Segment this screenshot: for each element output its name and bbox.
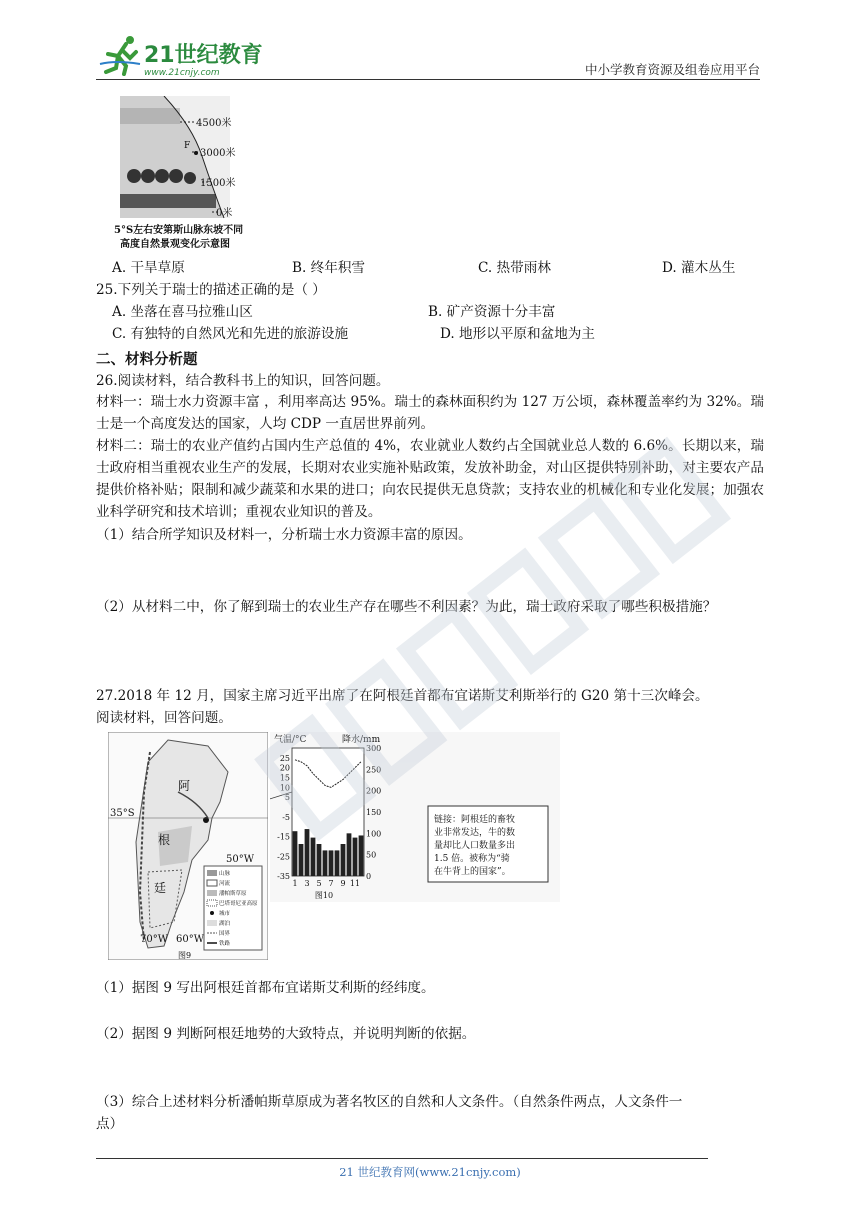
precip-bar [359,835,364,876]
q27-stem-line1: 27.2018 年 12 月，国家主席习近平出席了在阿根廷首都布宜诺斯艾利斯举行的 G20 第十三次峰会。 [96,688,709,704]
temp-tick-label: 10 [279,783,290,793]
temp-tick-label: 15 [279,773,290,783]
precip-tick-label: 200 [366,786,382,796]
svg-text:50°W: 50°W [226,854,255,865]
svg-text:高度自然景观变化示意图: 高度自然景观变化示意图 [120,239,230,250]
q27-subquestion-2: （2）据图 9 判断阿根廷地势的大致特点，并说明判断的依据。 [96,1026,476,1042]
q27-subquestion-3-line1: （3）综合上述材料分析潘帕斯草原成为著名牧区的自然和人文条件。（自然条件两点，人文条件一 [96,1094,683,1110]
svg-text:链接：阿根廷的畜牧: 链接：阿根廷的畜牧 [434,815,516,825]
page-header [96,30,760,80]
section-title-material-analysis: 二、材料分析题 [96,352,198,368]
q27-subquestion-1: （1）据图 9 写出阿根廷首都布宜诺斯艾利斯的经纬度。 [96,980,435,996]
q26-stem: 26.阅读材料，结合教科书上的知识，回答问题。 [96,373,390,389]
month-tick-label: 5 [316,879,322,888]
svg-text:图9: 图9 [178,951,192,960]
climate-chart-figure [270,732,560,902]
q25-option-a[interactable]: A. 坐落在喜马拉雅山区 [112,304,253,320]
svg-text:1500米: 1500米 [200,178,236,189]
precip-bar [293,831,298,876]
svg-text:降水/mm: 降水/mm [342,735,381,745]
svg-text:山脉: 山脉 [219,871,231,877]
footer-divider [96,1158,708,1159]
svg-text:巴塔哥尼亚高原: 巴塔哥尼亚高原 [219,901,258,907]
header-divider [96,79,760,80]
q24-option-c[interactable]: C. 热带雨林 [478,260,551,276]
q27-subquestion-3-line2: 点） [96,1116,124,1132]
svg-text:www.21cnjy.com: www.21cnjy.com [144,68,220,78]
precip-bar [311,838,316,876]
argentina-map-figure [108,732,268,960]
precip-bar [347,833,352,876]
footer-text: 21 世纪教育网(www.21cnjy.com) [339,1165,521,1179]
svg-text:35°S: 35°S [110,808,135,819]
precip-bar [341,844,346,876]
svg-text:城市: 城市 [219,911,231,917]
temp-tick-label: -5 [282,812,290,822]
rainforest-band [120,194,216,208]
svg-text:量却比人口数量多出: 量却比人口数量多出 [434,841,516,851]
svg-text:国界: 国界 [219,931,231,937]
q26-subquestion-1: （1）结合所学知识及材料一，分析瑞士水力资源丰富的原因。 [96,527,472,543]
month-tick-label: 7 [328,879,334,888]
svg-text:图10: 图10 [314,891,334,900]
map-legend [204,866,262,950]
temp-tick-label: -15 [277,832,290,842]
q26-material-1: 材料一：瑞士水力资源丰富 ，利用率高达 95%。瑞士的森林面积约为 127 万公顷，森林覆盖率约为 32%。瑞士是一个高度发达的国家，人均 CDP 一直居世界前列。 [96,394,764,432]
precip-bar [353,838,358,876]
svg-text:湖泊: 湖泊 [219,921,231,927]
precip-tick-label: 250 [366,765,382,775]
precip-bar [323,850,328,876]
svg-text:21世纪教育: 21世纪教育 [144,43,263,68]
precip-bar [299,844,304,876]
link-box [428,806,548,882]
precip-bar [305,829,310,876]
month-tick-label: 9 [340,879,346,888]
precip-bar [329,850,334,876]
precip-tick-label: 0 [366,872,372,881]
month-tick-label: 1 [292,879,298,888]
svg-text:在牛背上的国家”。: 在牛背上的国家”。 [434,867,511,877]
svg-text:0米: 0米 [216,208,233,219]
precip-tick-label: 50 [366,850,377,860]
month-tick-label: 11 [349,879,361,888]
temp-tick-label: 5 [284,793,290,803]
snow-zone [120,108,180,124]
temp-tick-label: -25 [277,852,290,862]
precip-bar [317,844,322,876]
svg-text:F: F [184,141,191,151]
temp-tick-label: -35 [277,872,290,881]
month-tick-label: 3 [304,879,310,888]
svg-text:廷: 廷 [154,881,167,895]
q26-material-2: 材料二：瑞士的农业产值约占国内生产总值的 4%，农业就业人数约占全国就业总人数的 6.6%。长期以来，瑞士政府相当重视农业生产的发展，长期对农业实施补贴政策，发放补助金，对山区提供特别补助，对主要农产品提供价格补贴；限制和减少蔬菜和水果的进口；向农民提供无息贷款；支持农业的机械化和专业化发展；加强农业科学研究和技术培训；重视农业知识的普及。 [96,438,764,520]
svg-text:70°W: 70°W [140,934,169,945]
precip-bar [335,850,340,876]
svg-text:河流: 河流 [219,881,231,887]
q25-option-b[interactable]: B. 矿产资源十分丰富 [428,304,556,320]
q25-stem: 25.下列关于瑞士的描述正确的是（ ） [96,282,326,298]
runner-icon [100,36,140,74]
svg-text:阿: 阿 [178,779,191,793]
q24-option-d[interactable]: D. 灌木丛生 [662,260,736,276]
precip-tick-label: 300 [366,744,382,753]
q26-subquestion-2: （2）从材料二中，你了解到瑞士的农业生产存在哪些不利因素？为此，瑞士政府采取了哪些积极措施？ [96,599,717,615]
svg-text:60°W: 60°W [176,934,205,945]
svg-text:潘帕斯草原: 潘帕斯草原 [219,891,247,897]
temp-tick-label: 20 [279,763,290,773]
svg-text:业非常发达，牛的数: 业非常发达，牛的数 [434,828,516,838]
precip-tick-label: 150 [366,808,382,817]
q27-stem-line2: 阅读材料，回答问题。 [96,710,232,726]
precip-tick-label: 100 [366,829,382,839]
q24-option-a[interactable]: A. 干旱草原 [112,260,185,276]
svg-text:4500米: 4500米 [196,118,232,129]
andes-profile-figure [112,96,272,254]
svg-text:铁路: 铁路 [219,941,231,947]
svg-text:5°S左右安第斯山脉东坡不同: 5°S左右安第斯山脉东坡不同 [114,225,244,236]
svg-text:气温/°C: 气温/°C [274,735,307,745]
temp-tick-label: 25 [279,753,290,763]
svg-text:根: 根 [158,833,171,847]
q25-option-d[interactable]: D. 地形以平原和盆地为主 [440,326,595,342]
svg-text:3000米: 3000米 [200,148,236,159]
svg-text:1.5 倍。被称为“骑: 1.5 倍。被称为“骑 [434,854,510,864]
logo-21cnjy [96,34,266,78]
header-platform-text: 中小学教育资源及组卷应用平台 [584,62,760,77]
q25-option-c[interactable]: C. 有独特的自然风光和先进的旅游设施 [112,326,349,342]
q24-option-b[interactable]: B. 终年积雪 [292,260,366,276]
